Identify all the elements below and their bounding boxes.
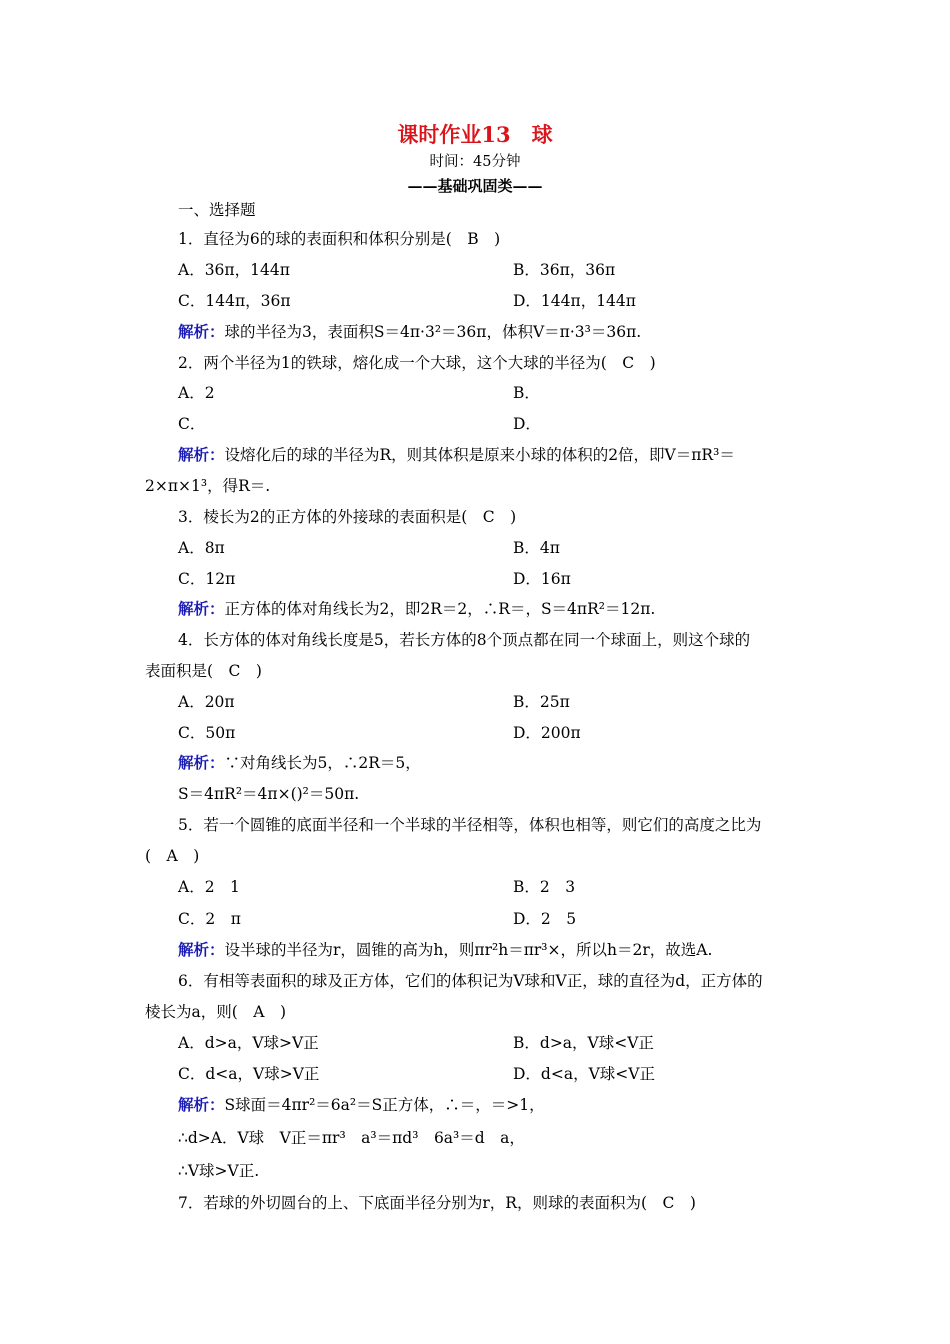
question-5-stem: 5．若一个圆锥的底面半径和一个半球的半径相等，体积也相等，则它们的高度之比为 <box>178 816 762 834</box>
question-5-option-d: D．2 5 <box>513 910 577 928</box>
solution-label: 解析： <box>178 940 225 959</box>
question-6-stem: 6．有相等表面积的球及正方体，它们的体积记为V球和V正，球的直径为d，正方体的 <box>178 972 763 990</box>
solution-label: 解析： <box>178 322 225 341</box>
question-4-stem: 4．长方体的体对角线长度是5，若长方体的8个顶点都在同一个球面上，则这个球的 <box>178 631 751 649</box>
question-7-stem: 7．若球的外切圆台的上、下底面半径分别为r，R，则球的表面积为( C ) <box>178 1194 696 1212</box>
time-limit: 时间：45分钟 <box>429 154 521 170</box>
question-3-stem: 3．棱长为2的正方体的外接球的表面积是( C ) <box>178 508 517 526</box>
category-heading: ——基础巩固类—— <box>407 177 543 195</box>
question-3-option-d: D．16π <box>513 570 571 588</box>
question-2-solution-cont: 2×π×1³，得R＝. <box>145 477 271 495</box>
solution-label: 解析： <box>178 445 225 464</box>
solution-text: 正方体的体对角线长为2，即2R＝2，∴R＝，S＝4πR²＝12π. <box>224 600 656 618</box>
question-3-option-c: C．12π <box>178 570 236 588</box>
question-1-stem: 1．直径为6的球的表面积和体积分别是( B ) <box>178 230 501 248</box>
question-5-option-c: C．2 π <box>178 910 241 928</box>
question-1-option-c: C．144π，36π <box>178 292 291 310</box>
solution-label: 解析： <box>178 599 225 618</box>
question-3-solution <box>178 598 655 620</box>
question-1-solution <box>178 321 641 343</box>
question-2-option-b: B． <box>513 384 540 402</box>
solution-text: 球的半径为3，表面积S＝4π·3²＝36π，体积V＝π·3³＝36π. <box>224 323 642 341</box>
question-6-stem-cont: 棱长为a，则( A ) <box>145 1003 287 1021</box>
question-2-option-d: D． <box>513 415 541 433</box>
question-5-stem-cont: ( A ) <box>145 847 200 865</box>
question-5-solution <box>178 939 712 961</box>
question-4-option-b: B．25π <box>513 693 570 711</box>
solution-text: 设熔化后的球的半径为R，则其体积是原来小球的体积的2倍，即V＝πR³＝ <box>224 446 735 464</box>
question-4-option-c: C．50π <box>178 724 236 742</box>
question-2-stem: 2．两个半径为1的铁球，熔化成一个大球，这个大球的半径为( C ) <box>178 354 656 372</box>
question-4-solution <box>178 752 421 774</box>
question-4-stem-cont: 表面积是( C ) <box>145 662 262 680</box>
question-3-option-a: A．8π <box>178 539 225 557</box>
solution-text: S球面＝4πr²＝6a²＝S正方体，∴＝，＝>1， <box>224 1096 545 1114</box>
question-5-option-b: B．2 3 <box>513 878 576 896</box>
question-6-solution-cont: ∴d>A．V球 V正＝πr³ a³＝πd³ 6a³＝d a， <box>178 1129 525 1147</box>
question-3-option-b: B．4π <box>513 539 560 557</box>
section-heading: 一、选择题 <box>178 201 256 219</box>
question-6-solution <box>178 1094 545 1116</box>
solution-label: 解析： <box>178 1095 225 1114</box>
page-title: 课时作业13 球 <box>397 122 553 147</box>
question-2-solution <box>178 444 735 466</box>
solution-text: 设半球的半径为r，圆锥的高为h，则πr²h＝πr³×，所以h＝2r，故选A. <box>224 941 713 959</box>
question-5-option-a: A．2 1 <box>178 878 240 896</box>
question-4-solution-cont: S＝4πR²＝4π×()²＝50π. <box>178 785 360 803</box>
question-6-option-b: B．d>a，V球<V正 <box>513 1034 654 1052</box>
question-1-option-d: D．144π，144π <box>513 292 636 310</box>
question-6-solution-conclusion: ∴V球>V正. <box>178 1162 260 1180</box>
solution-label: 解析： <box>178 753 225 772</box>
solution-text: ∵对角线长为5，∴2R＝5， <box>224 754 421 772</box>
question-1-option-b: B．36π，36π <box>513 261 616 279</box>
question-4-option-a: A．20π <box>178 693 235 711</box>
question-4-option-d: D．200π <box>513 724 581 742</box>
question-6-option-d: D．d<a，V球<V正 <box>513 1065 655 1083</box>
question-1-option-a: A．36π，144π <box>178 261 290 279</box>
question-2-option-a: A．2 <box>178 384 215 402</box>
question-6-option-c: C．d<a，V球>V正 <box>178 1065 320 1083</box>
question-2-option-c: C． <box>178 415 206 433</box>
question-6-option-a: A．d>a，V球>V正 <box>178 1034 319 1052</box>
